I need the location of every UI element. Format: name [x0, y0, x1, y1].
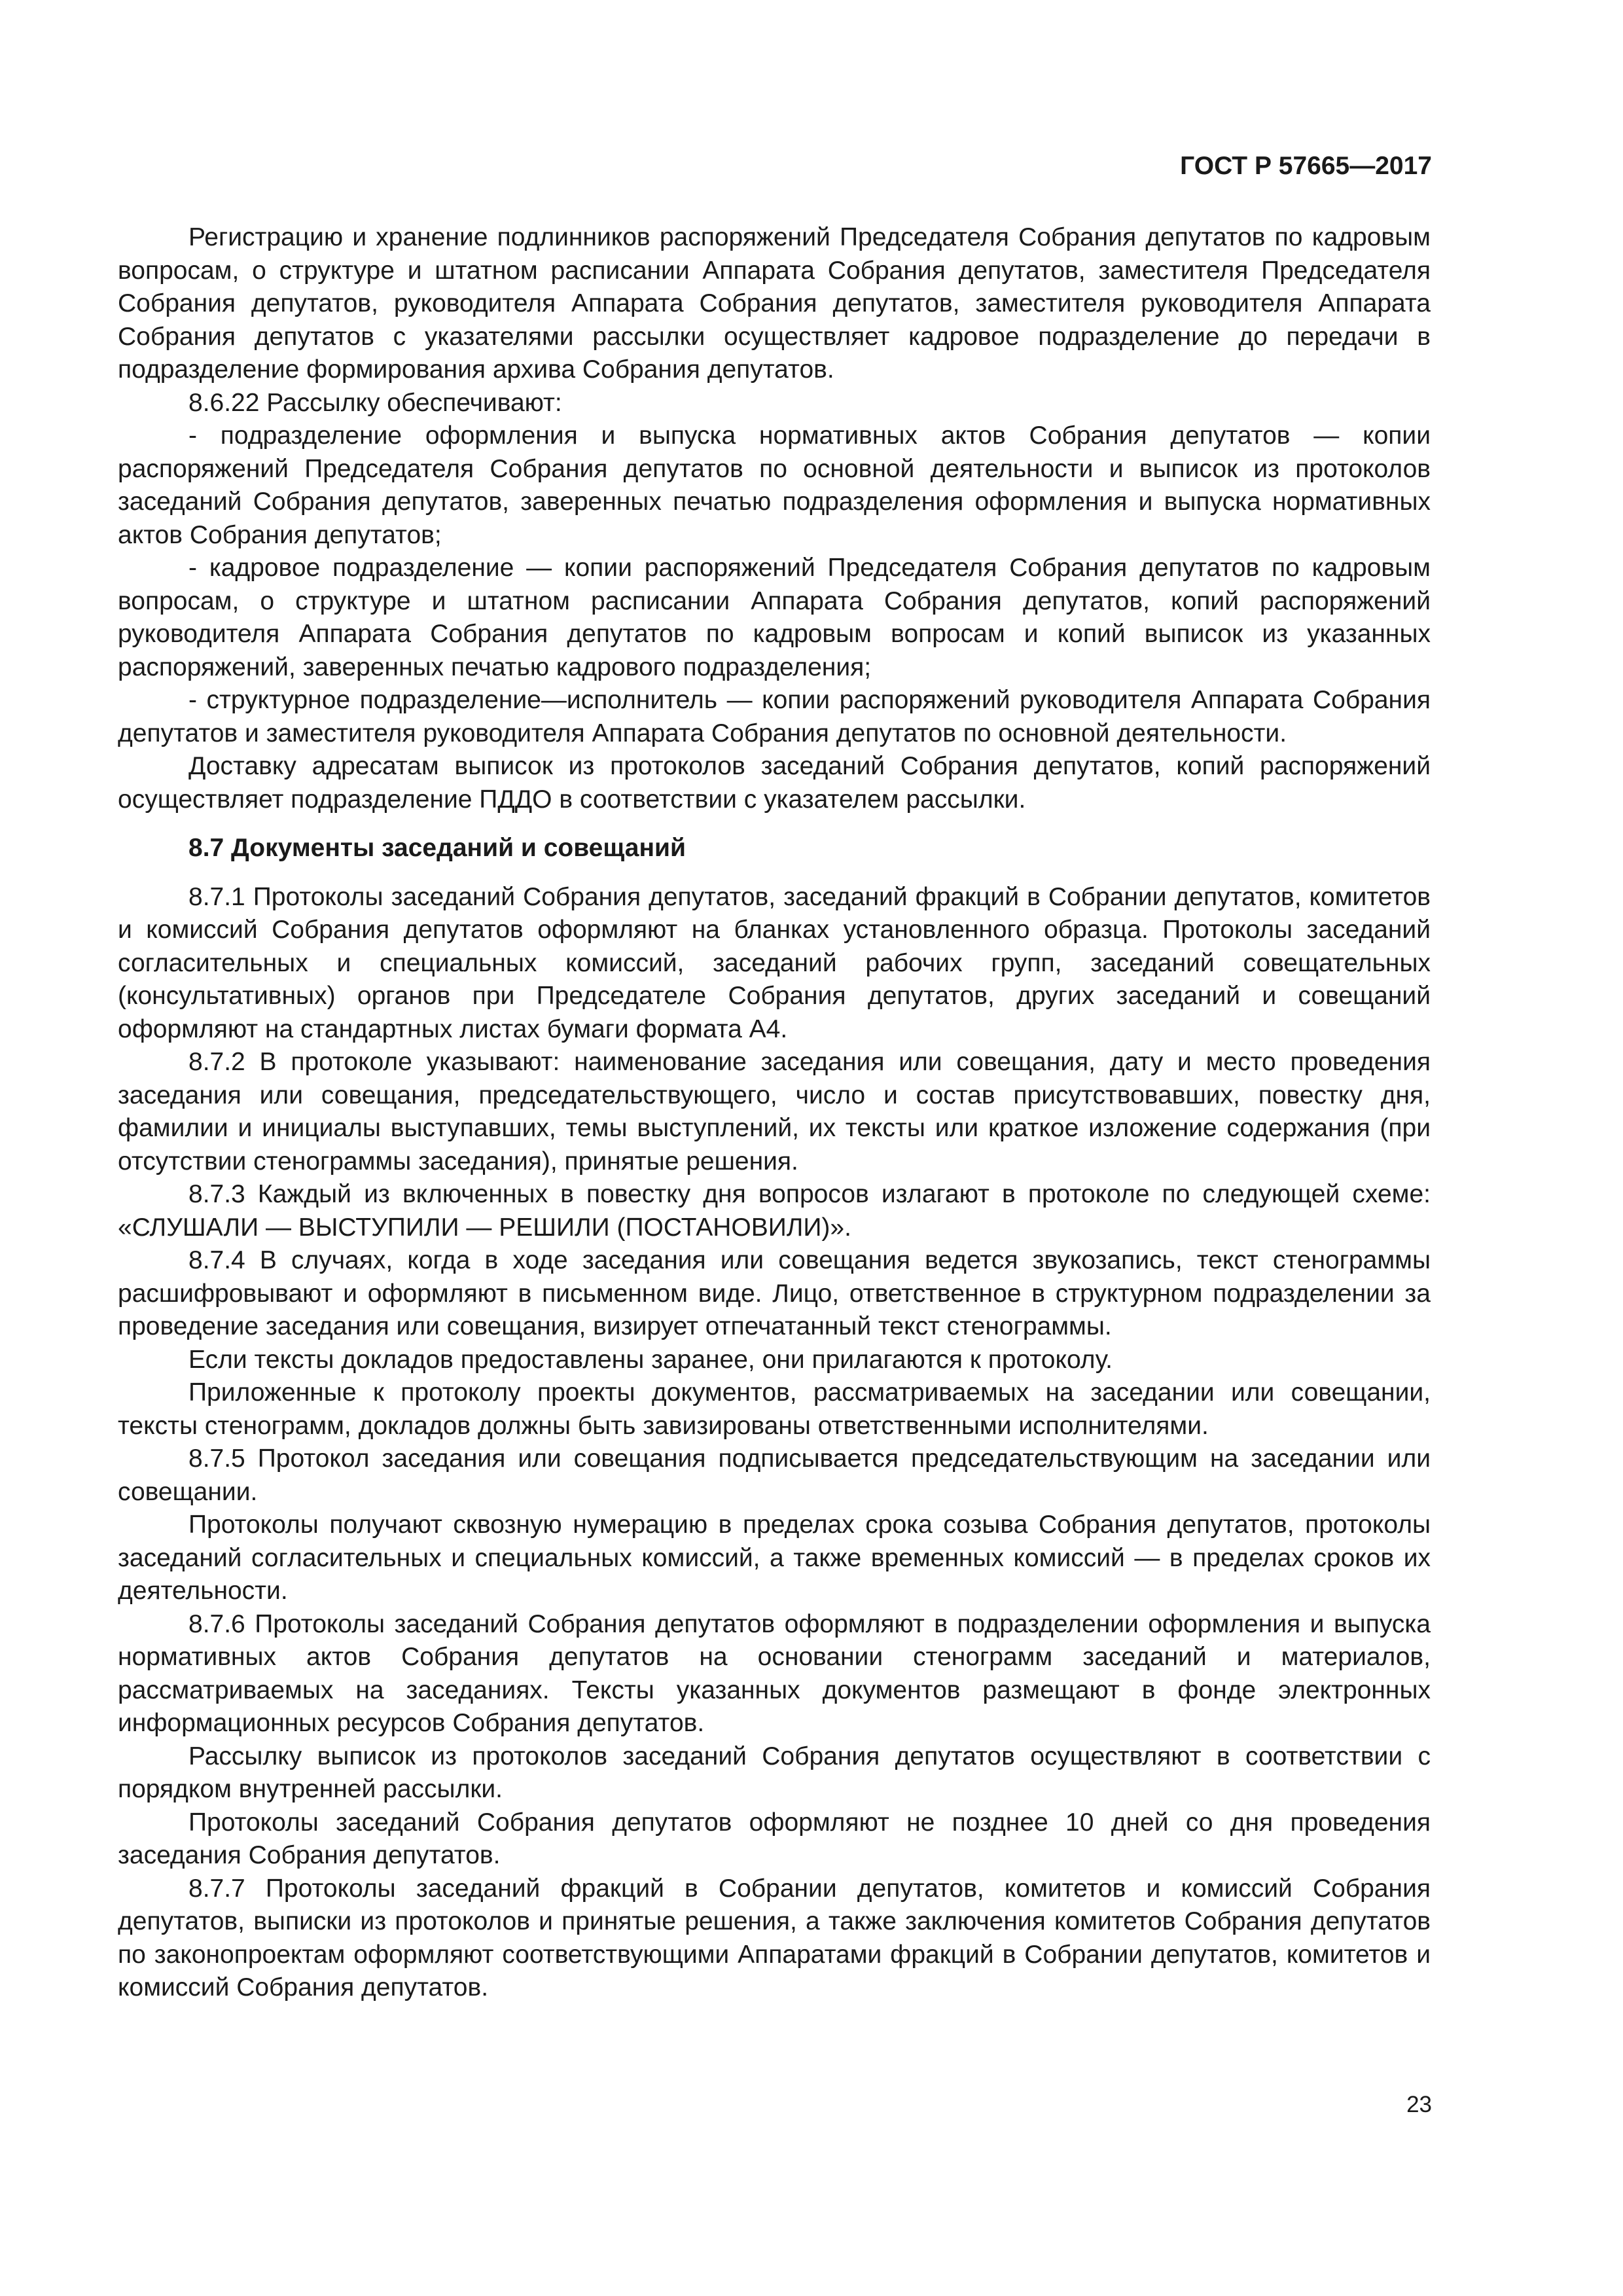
paragraph: - структурное подразделение—исполнитель — копии распоряжений руководителя Аппарата Собрания депутатов и заместителя руководителя Аппарата Собрания депутатов по основной деятельности.: [118, 686, 1431, 747]
document-body: [118, 221, 1431, 2005]
paragraph: 8.7.1 Протоколы заседаний Собрания депутатов, заседаний фракций в Собрании депутатов, комитетов и комиссий Собрания депутатов оформляют на бланках установленного образца. Протоколы заседаний согласительных и специальных комиссий, заседаний рабочих групп, заседаний совещательных (консультативных) органов при Председателе Собрания депутатов, других заседаний и совещаний оформляют на стандартных листах бумаги формата А4.: [118, 882, 1431, 1043]
paragraph: Если тексты докладов предоставлены заранее, они прилагаются к протоколу.: [188, 1345, 1113, 1374]
paragraph: 8.6.22 Рассылку обеспечивают:: [188, 388, 562, 417]
page-number: 23: [1406, 2092, 1432, 2117]
document-code: ГОСТ Р 57665—2017: [1180, 152, 1432, 180]
paragraph: Приложенные к протоколу проекты документов, рассматриваемых на заседании или совещании, тексты стенограмм, докладов должны быть завизированы ответственными исполнителями.: [118, 1378, 1431, 1440]
section-heading: 8.7 Документы заседаний и совещаний: [188, 834, 686, 862]
paragraph: Протоколы получают сквозную нумерацию в пределах срока созыва Собрания депутатов, протоколы заседаний согласительных и специальных комиссий, а также временных комиссий — в пределах сроков их деятельности.: [118, 1511, 1431, 1605]
paragraph: 8.7.3 Каждый из включенных в повестку дня вопросов излагают в протоколе по следующей схеме: «СЛУШАЛИ — ВЫСТУПИЛИ — РЕШИЛИ (ПОСТАНОВИЛИ)».: [118, 1180, 1431, 1242]
paragraph: Рассылку выписок из протоколов заседаний Собрания депутатов осуществляют в соответствии с порядком внутренней рассылки.: [118, 1742, 1431, 1803]
paragraph: 8.7.5 Протокол заседания или совещания подписывается председательствующим на заседании или совещании.: [118, 1444, 1431, 1506]
paragraph: 8.7.4 В случаях, когда в ходе заседания или совещания ведется звукозапись, текст стенограммы расшифровывают и оформляют в письменном виде. Лицо, ответственное в структурном подразделении за проведение заседания или совещания, визирует отпечатанный текст стенограммы.: [118, 1246, 1431, 1340]
paragraph: 8.7.2 В протоколе указывают: наименование заседания или совещания, дату и место проведения заседания или совещания, председательствующего, число и состав присутствовавших, повестку дня, фамилии и инициалы выступавших, темы выступлений, их тексты или краткое изложение содержания (при отсутствии стенограммы заседания), принятые решения.: [118, 1048, 1431, 1175]
paragraph: Протоколы заседаний Собрания депутатов оформляют не позднее 10 дней со дня проведения заседания Собрания депутатов.: [118, 1808, 1431, 1869]
paragraph: 8.7.7 Протоколы заседаний фракций в Собрании депутатов, комитетов и комиссий Собрания депутатов, выписки из протоколов и принятые решения, а также заключения комитетов Собрания депутатов по законопроектам оформляют соответствующими Аппаратами фракций в Собрании депутатов, комитетов и комиссий Собрания депутатов.: [118, 1874, 1431, 2001]
paragraph: 8.7.6 Протоколы заседаний Собрания депутатов оформляют в подразделении оформления и выпуска нормативных актов Собрания депутатов на основании стенограмм заседаний и материалов, рассматриваемых на заседаниях. Тексты указанных документов размещают в фонде электронных информационных ресурсов Собрания депутатов.: [118, 1609, 1431, 1737]
paragraph: Доставку адресатам выписок из протоколов заседаний Собрания депутатов, копий распоряжений осуществляет подразделение ПДДО в соответствии с указателем рассылки.: [118, 752, 1431, 814]
paragraph: - кадровое подразделение — копии распоряжений Председателя Собрания депутатов по кадровым вопросам, о структуре и штатном расписании Аппарата Собрания депутатов, копий распоряжений руководителя Аппарата Собрания депутатов по кадровым вопросам и копий выписок из указанных распоряжений, заверенных печатью кадрового подразделения;: [118, 554, 1431, 681]
paragraph: Регистрацию и хранение подлинников распоряжений Председателя Собрания депутатов по кадровым вопросам, о структуре и штатном расписании Аппарата Собрания депутатов, заместителя Председателя Собрания депутатов, руководителя Аппарата Собрания депутатов, заместителя руководителя Аппарата Собрания депутатов с указателями рассылки осуществляет кадровое подразделение до передачи в подразделение формирования архива Собрания депутатов.: [118, 223, 1431, 384]
paragraph: - подразделение оформления и выпуска нормативных актов Собрания депутатов — копии распоряжений Председателя Собрания депутатов по основной деятельности и выписок из протоколов заседаний Собрания депутатов, заверенных печатью подразделения оформления и выпуска нормативных актов Собрания депутатов;: [118, 422, 1431, 549]
